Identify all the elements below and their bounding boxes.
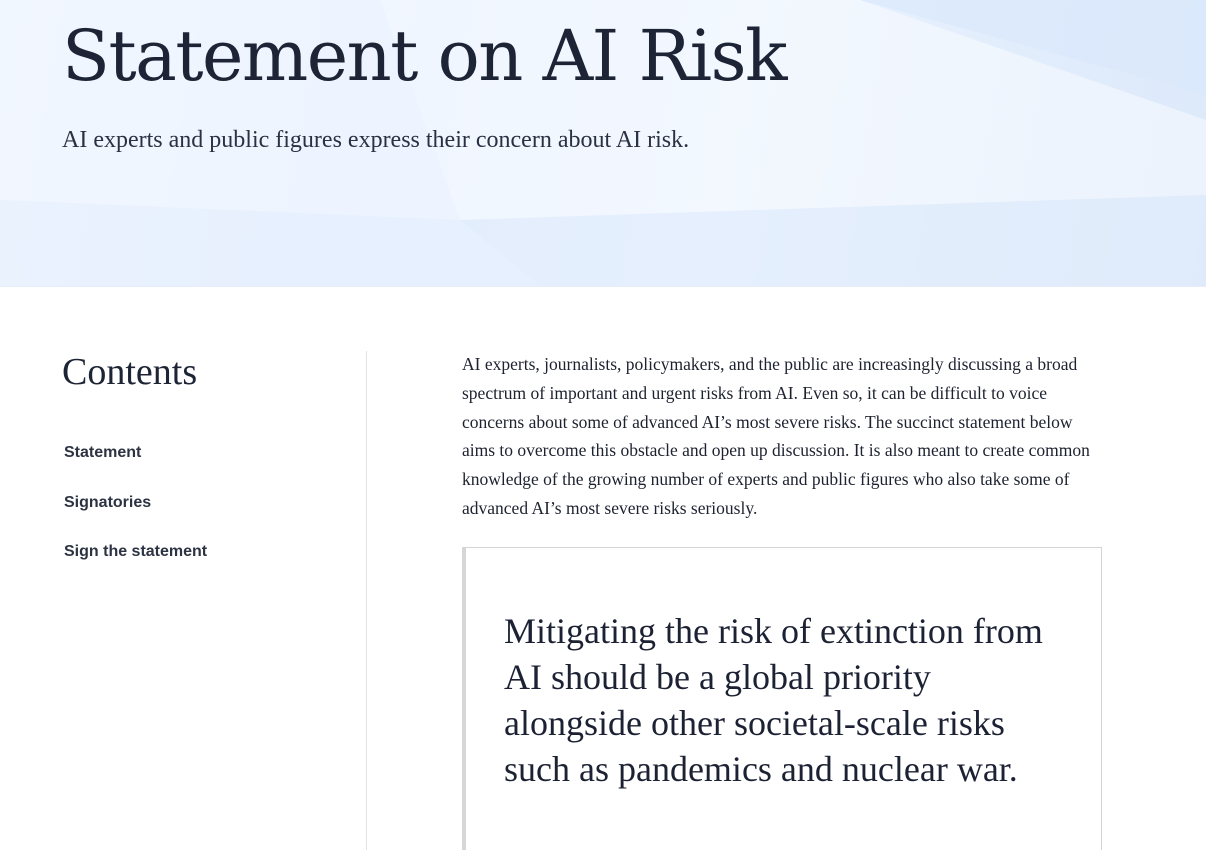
contents-link-sign-the-statement[interactable]: Sign the statement xyxy=(64,543,208,560)
page-title: Statement on AI Risk xyxy=(62,15,787,97)
contents-list xyxy=(64,442,207,591)
statement-box xyxy=(462,547,1102,850)
contents-heading: Contents xyxy=(62,351,198,393)
page-subtitle: AI experts and public figures express their concern about AI risk. xyxy=(62,127,690,153)
statement-text: Mitigating the risk of extinction from AI should be a global priority alongside other societal-scale risks such as pandemics and nuclear war. xyxy=(504,611,1043,789)
contents-link-statement[interactable]: Statement xyxy=(64,444,142,461)
hero-banner xyxy=(0,0,1206,287)
sidebar-divider xyxy=(366,351,367,850)
contents-sidebar xyxy=(62,350,322,560)
intro-paragraph: AI experts, journalists, policymakers, and the public are increasingly discussing a broad spectrum of important and urgent risks from AI. Even so, it can be difficult to voice concerns about some of advanced AI’s most severe risks. The succinct statement below aims to overcome this obstacle and open up discussion. It is also meant to create common knowledge of the growing number of experts and public figures who also take some of advanced AI’s most severe risks seriously. xyxy=(462,354,1090,518)
contents-link-signatories[interactable]: Signatories xyxy=(64,493,152,511)
